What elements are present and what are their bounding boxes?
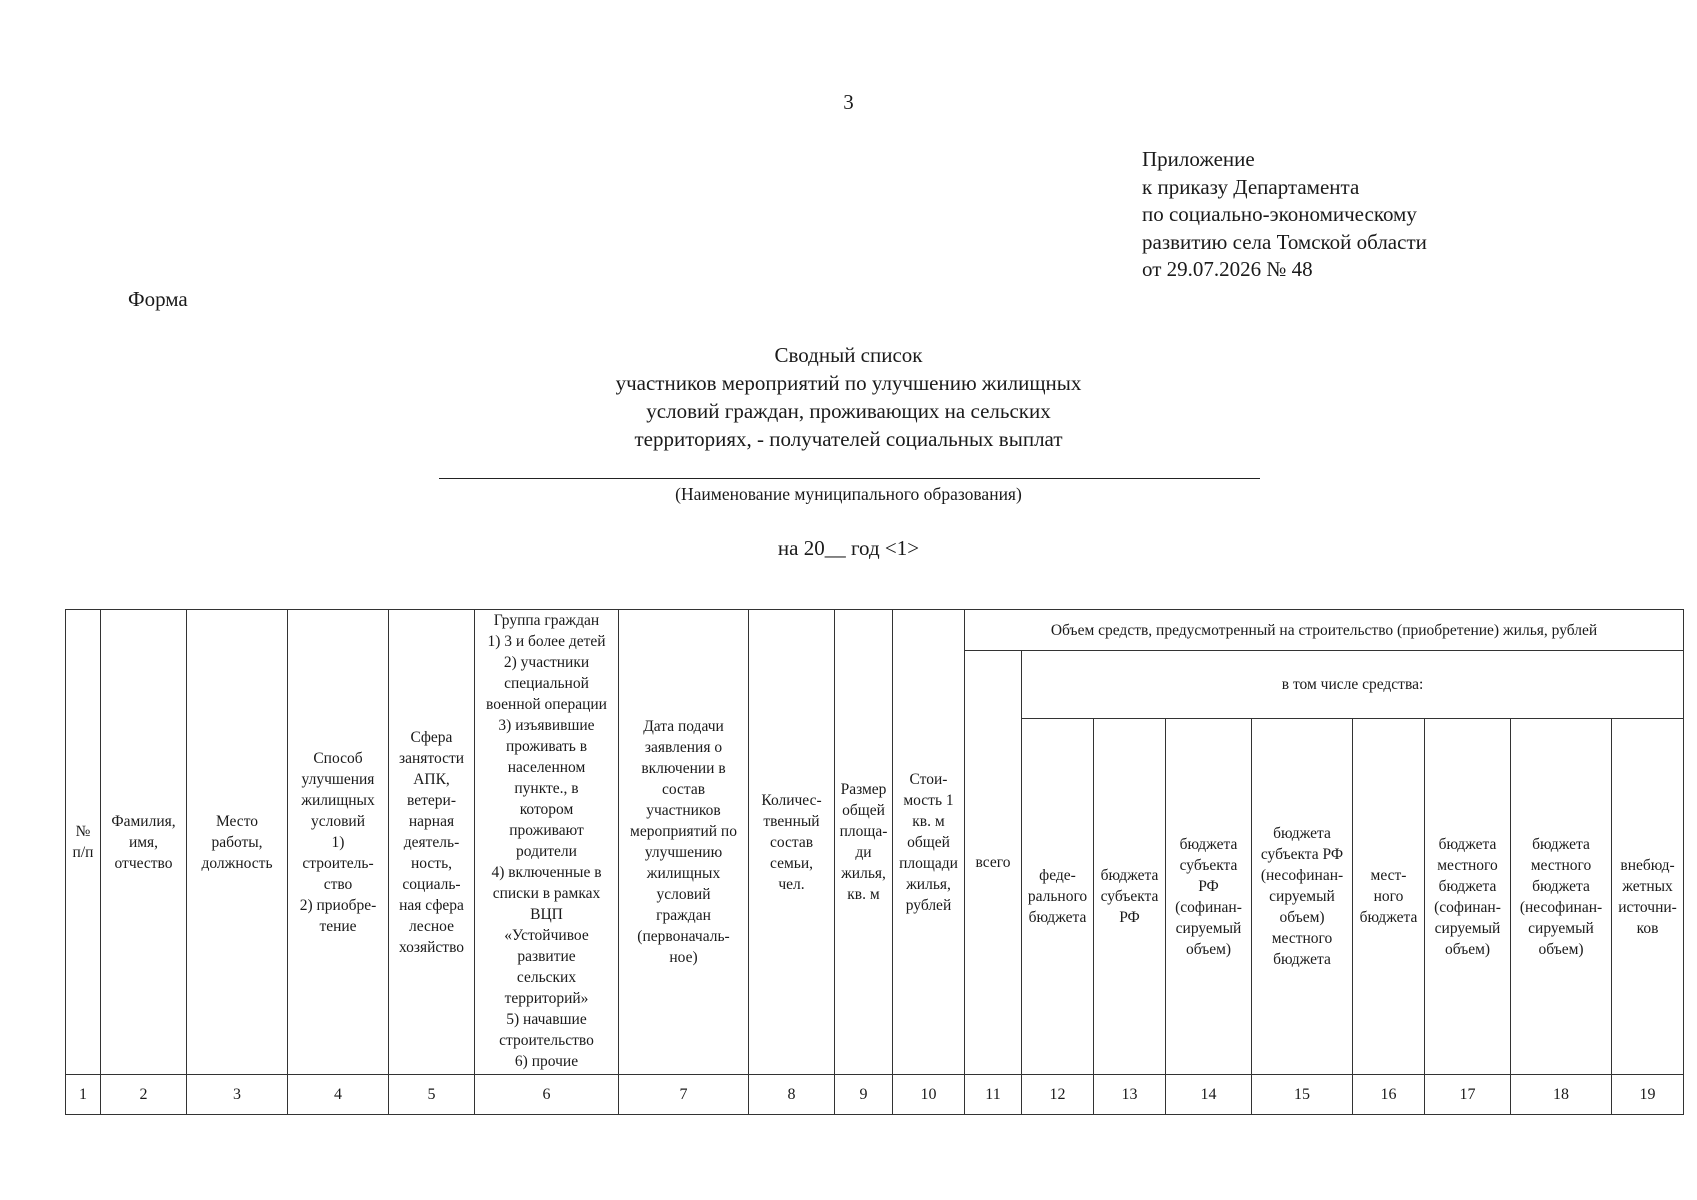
column-number-cell: 14 (1166, 1075, 1252, 1115)
header-cell-including: в том числе средства: (1022, 651, 1684, 719)
appendix-line: Приложение (1142, 147, 1255, 171)
column-number-cell: 15 (1252, 1075, 1353, 1115)
header-cell-family-size: Количес- твенный состав семьи, чел. (749, 610, 835, 1075)
column-number-cell: 5 (389, 1075, 475, 1115)
document-title (0, 341, 1697, 453)
header-cell-extrabudgetary: внебюд- жетных источни- ков (1612, 719, 1684, 1075)
appendix-line: по социально-экономическому (1142, 202, 1417, 226)
header-cell-improvement-method: Способ улучшения жилищных условий 1) строитель- ство 2) приобре- тение (288, 610, 389, 1075)
column-number-cell: 17 (1425, 1075, 1511, 1115)
column-number-row (66, 1075, 1684, 1115)
header-cell-local-budget: мест- ного бюджета (1353, 719, 1425, 1075)
column-number-cell: 18 (1511, 1075, 1612, 1115)
form-label: Форма (128, 287, 188, 311)
header-cell-citizen-group: Группа граждан 1) 3 и более детей 2) участники специальной военной операции 3) изъявившие проживать в населенном пункте., в котором проживают родители 4) включенные в списки в рамках ВЦП «Устойчивое развитие сельских территорий» 5) начавшие строительство 6) прочие (475, 610, 619, 1075)
column-number-cell: 1 (66, 1075, 101, 1115)
header-cell-regional-budget: бюджета субъекта РФ (1094, 719, 1166, 1075)
header-cell-employment-sphere: Сфера занятости АПК, ветери- нарная деятель- ность, социаль- ная сфера лесное хозяйство (389, 610, 475, 1075)
year-line: на 20__ год <1> (777, 536, 920, 560)
column-number-cell: 19 (1612, 1075, 1684, 1115)
page-number: 3 (843, 90, 854, 114)
title-line: Сводный список (774, 343, 923, 367)
municipality-blank-line (439, 478, 1260, 479)
column-number-cell: 9 (835, 1075, 893, 1115)
column-number-cell: 10 (893, 1075, 965, 1115)
header-cell-cost-per-sqm: Стои- мость 1 кв. м общей площади жилья, рублей (893, 610, 965, 1075)
column-number-cell: 13 (1094, 1075, 1166, 1115)
summary-table (65, 609, 1684, 1115)
column-number-cell: 4 (288, 1075, 389, 1115)
title-line: условий граждан, проживающих на сельских (646, 399, 1051, 423)
title-line: участников мероприятий по улучшению жилищных (615, 371, 1082, 395)
header-cell-housing-area: Размер общей площа- ди жилья, кв. м (835, 610, 893, 1075)
appendix-block (1142, 146, 1427, 284)
header-cell-application-date: Дата подачи заявления о включении в состав участников мероприятий по улучшению жилищных условий граждан (первоначаль- ное) (619, 610, 749, 1075)
header-cell-total: всего (965, 651, 1022, 1075)
header-cell-local-cofinanced: бюджета местного бюджета (софинан- сируемый объем) (1425, 719, 1511, 1075)
column-number-cell: 12 (1022, 1075, 1094, 1115)
column-number-cell: 11 (965, 1075, 1022, 1115)
column-number-cell: 16 (1353, 1075, 1425, 1115)
header-cell-number: № п/п (66, 610, 101, 1075)
header-cell-funds-volume: Объем средств, предусмотренный на строительство (приобретение) жилья, рублей (965, 610, 1684, 651)
column-number-cell: 7 (619, 1075, 749, 1115)
appendix-line: от 29.07.2026 № 48 (1142, 257, 1313, 281)
header-cell-regional-noncofinanced: бюджета субъекта РФ (несофинан- сируемый объем) местного бюджета (1252, 719, 1353, 1075)
column-number-cell: 2 (101, 1075, 187, 1115)
municipality-caption: (Наименование муниципального образования) (675, 484, 1022, 504)
appendix-line: к приказу Департамента (1142, 174, 1360, 199)
header-cell-local-noncofinanced: бюджета местного бюджета (несофинан- сируемый объем) (1511, 719, 1612, 1075)
column-number-cell: 3 (187, 1075, 288, 1115)
column-number-cell: 6 (475, 1075, 619, 1115)
header-cell-federal-budget: феде- рального бюджета (1022, 719, 1094, 1075)
column-number-cell: 8 (749, 1075, 835, 1115)
title-line: территориях, - получателей социальных выплат (634, 427, 1063, 451)
appendix-line: развитию села Томской области (1142, 229, 1427, 254)
header-cell-workplace: Место работы, должность (187, 610, 288, 1075)
header-cell-regional-cofinanced: бюджета субъекта РФ (софинан- сируемый объем) (1166, 719, 1252, 1075)
header-cell-full-name: Фамилия, имя, отчество (101, 610, 187, 1075)
